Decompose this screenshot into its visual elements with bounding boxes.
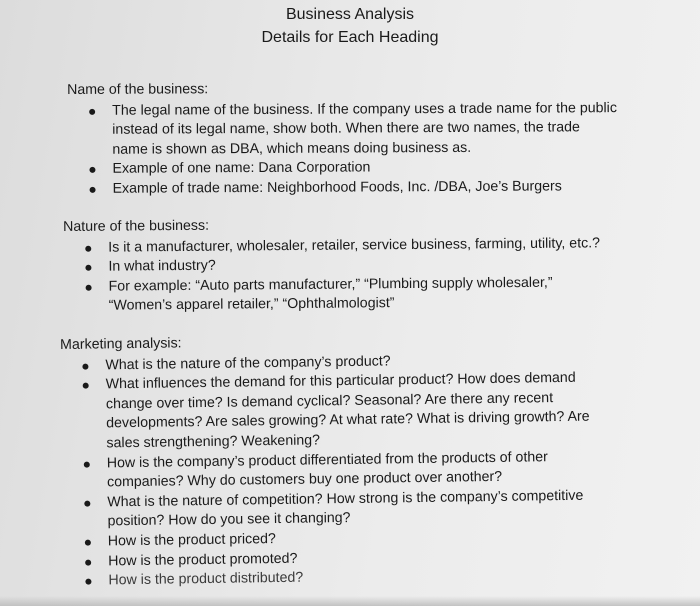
list-item: How is the product promoted? <box>63 545 592 572</box>
list-item: Is it a manufacturer, wholesaler, retailer, service business, farming, utility, etc.? <box>63 234 600 258</box>
list-item: What is the nature of the company’s product? <box>60 349 589 376</box>
list-item: Example of trade name: Neighborhood Foods, Inc. /DBA, Joe’s Burgers <box>68 177 618 199</box>
section-marketing-analysis <box>60 329 592 592</box>
list-item: How is the company’s product differentiated from the products of other companies? Why do customers buy one product over another? <box>62 447 591 494</box>
section-nature-of-business <box>63 213 601 317</box>
list-item: Example of one name: Dana Corporation <box>67 157 617 179</box>
section-heading: Nature of the business: <box>63 217 210 235</box>
list-item: The legal name of the business. If the company uses a trade name for the public instead of its legal name, show both. When there are two names, the trade name is shown as DBA, which means doing business as. <box>67 99 617 161</box>
document-title: Business Analysis <box>285 6 415 23</box>
bullet-list <box>60 349 592 591</box>
section-name-of-business <box>67 78 617 199</box>
list-item: How is the product distributed? <box>63 565 592 592</box>
section-heading: Name of the business: <box>67 81 209 98</box>
list-item: For example: “Auto parts manufacturer,” “Plumbing supply wholesaler,” “Women’s apparel retailer,” “Ophthalmologist” <box>64 273 601 317</box>
list-item: In what industry? <box>63 254 600 278</box>
document-subtitle: Details for Each Heading <box>261 29 439 46</box>
list-item: What is the nature of competition? How strong is the company’s competitive position? How do you see it changing? <box>62 486 591 533</box>
list-item: How is the product priced? <box>63 526 592 553</box>
section-heading: Marketing analysis: <box>60 335 182 353</box>
bullet-list <box>63 234 600 317</box>
page-bottom-edge <box>0 596 700 606</box>
bullet-list <box>67 99 617 200</box>
list-item: What influences the demand for this particular product? How does demand change over time? Is demand cyclical? Seasonal? Are there any recent developments? Are sales growing? At what rate? What is driving growth? Are sales strengthening? Weakening? <box>61 369 590 455</box>
